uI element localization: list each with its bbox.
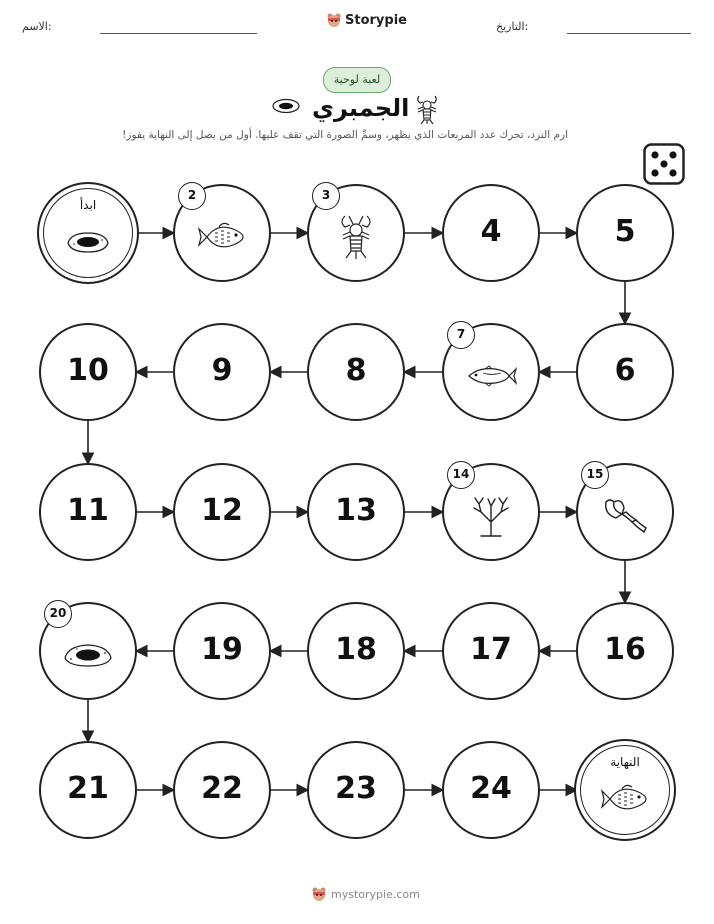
game-type-badge: لعبة لوحية bbox=[323, 67, 391, 93]
board-space-10 bbox=[39, 323, 137, 421]
page-title: الجمبري bbox=[312, 94, 410, 122]
fish-icon bbox=[600, 781, 650, 821]
space-number: 12 bbox=[201, 493, 243, 528]
board-space-1 bbox=[37, 182, 139, 284]
end-label: النهاية bbox=[610, 755, 640, 769]
date-label: التاريخ: bbox=[496, 20, 529, 33]
board-space-6 bbox=[576, 323, 674, 421]
space-number: 8 bbox=[345, 353, 367, 388]
space-number-chip: 14 bbox=[447, 461, 475, 489]
hole-icon bbox=[65, 229, 111, 259]
coral-icon bbox=[469, 494, 513, 542]
space-number: 9 bbox=[211, 353, 233, 388]
start-label: ابدأ bbox=[79, 198, 97, 212]
board-space-3 bbox=[307, 184, 405, 282]
board-space-25 bbox=[574, 739, 676, 841]
footer-url: mystorypie.com bbox=[331, 887, 420, 901]
space-number: 16 bbox=[604, 632, 646, 667]
space-number: 18 bbox=[335, 632, 377, 667]
board-space-7 bbox=[442, 323, 540, 421]
board-space-20 bbox=[39, 602, 137, 700]
space-number: 6 bbox=[614, 353, 636, 388]
board-space-12 bbox=[173, 463, 271, 561]
board-space-17 bbox=[442, 602, 540, 700]
space-number: 22 bbox=[201, 771, 243, 806]
brand-name: Storypie bbox=[345, 12, 407, 28]
space-number-chip: 20 bbox=[44, 600, 72, 628]
board-space-13 bbox=[307, 463, 405, 561]
space-number: 19 bbox=[201, 632, 243, 667]
lobster-icon bbox=[337, 212, 375, 266]
space-number: 17 bbox=[470, 632, 512, 667]
space-number: 23 bbox=[335, 771, 377, 806]
board-space-14 bbox=[442, 463, 540, 561]
claw-icon bbox=[600, 494, 650, 542]
space-number: 4 bbox=[480, 214, 502, 249]
space-number-chip: 2 bbox=[178, 182, 206, 210]
bear-mascot-icon bbox=[311, 886, 327, 902]
space-number: 5 bbox=[614, 214, 636, 249]
board-space-24 bbox=[442, 741, 540, 839]
space-number: 11 bbox=[67, 493, 109, 528]
space-number-chip: 3 bbox=[312, 182, 340, 210]
tuna-icon bbox=[465, 364, 517, 392]
board-space-8 bbox=[307, 323, 405, 421]
space-number: 13 bbox=[335, 493, 377, 528]
space-number: 10 bbox=[67, 353, 109, 388]
board-space-5 bbox=[576, 184, 674, 282]
footer bbox=[311, 886, 420, 902]
instructions: ارم النرد، تحرك عدد المربعات الذي يظهر، وسمِّ الصورة التي تقف عليها. أول من يصل إلى النهاية يفوز! bbox=[122, 129, 568, 141]
board-space-9 bbox=[173, 323, 271, 421]
fish-icon bbox=[197, 219, 247, 259]
board-space-23 bbox=[307, 741, 405, 839]
board-space-21 bbox=[39, 741, 137, 839]
name-label: الاسم: bbox=[22, 20, 52, 33]
board-space-11 bbox=[39, 463, 137, 561]
board-space-15 bbox=[576, 463, 674, 561]
space-number: 24 bbox=[470, 771, 512, 806]
burrow-icon bbox=[63, 641, 113, 673]
board-space-16 bbox=[576, 602, 674, 700]
board-space-19 bbox=[173, 602, 271, 700]
board-space-22 bbox=[173, 741, 271, 839]
space-number-chip: 7 bbox=[447, 321, 475, 349]
board-space-2 bbox=[173, 184, 271, 282]
board-space-18 bbox=[307, 602, 405, 700]
space-number: 21 bbox=[67, 771, 109, 806]
board-space-4 bbox=[442, 184, 540, 282]
space-number-chip: 15 bbox=[581, 461, 609, 489]
